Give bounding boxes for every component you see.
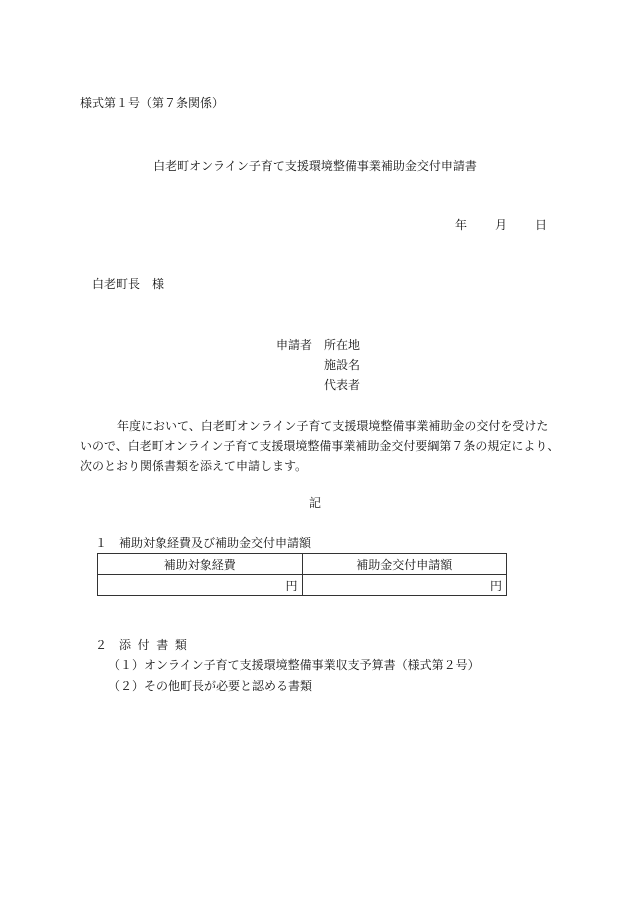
date-day: 日 <box>535 218 548 232</box>
applicant-field-representative: 代表者 <box>324 378 361 392</box>
table-row <box>98 575 507 596</box>
attachment-list <box>108 657 480 699</box>
applicant-label: 申請者 <box>276 338 313 352</box>
body-paragraph <box>80 416 560 476</box>
applicant-field-facility: 施設名 <box>324 358 361 372</box>
attachment-item: （１）オンライン子育て支援環境整備事業収支予算書（様式第２号） <box>108 658 480 672</box>
applicant-field-address: 所在地 <box>324 338 361 352</box>
body-line: 年度において、白老町オンライン子育て支援環境整備事業補助金の交付を受けた <box>117 419 549 433</box>
ki-heading: 記 <box>308 496 321 510</box>
date-month: 月 <box>495 218 508 232</box>
table-header-row <box>98 554 507 575</box>
header-requested-amount: 補助金交付申請額 <box>302 554 507 575</box>
form-number: 様式第１号（第７条関係） <box>80 96 225 110</box>
cell-requested-amount: 円 <box>302 575 507 596</box>
date-year: 年 <box>455 218 468 232</box>
date-line <box>455 217 547 233</box>
body-line: いので、白老町オンライン子育て支援環境整備事業補助金交付要綱第７条の規定により、 <box>80 439 560 453</box>
section2-number: ２ <box>95 638 108 652</box>
header-eligible-expenses: 補助対象経費 <box>98 554 303 575</box>
attachment-item: （２）その他町長が必要と認める書類 <box>108 679 313 693</box>
amount-table <box>97 553 507 596</box>
section2-title-text: 添付書類 <box>119 638 194 652</box>
cell-eligible-expenses: 円 <box>98 575 303 596</box>
body-line: 次のとおり関係書類を添えて申請します。 <box>80 459 308 473</box>
applicant-block <box>276 337 360 397</box>
addressee: 白老町長 様 <box>92 277 165 291</box>
section2-title <box>95 637 193 653</box>
section1-title: １ 補助対象経費及び補助金交付申請額 <box>95 536 312 550</box>
document-title: 白老町オンライン子育て支援環境整備事業補助金交付申請書 <box>153 159 477 173</box>
